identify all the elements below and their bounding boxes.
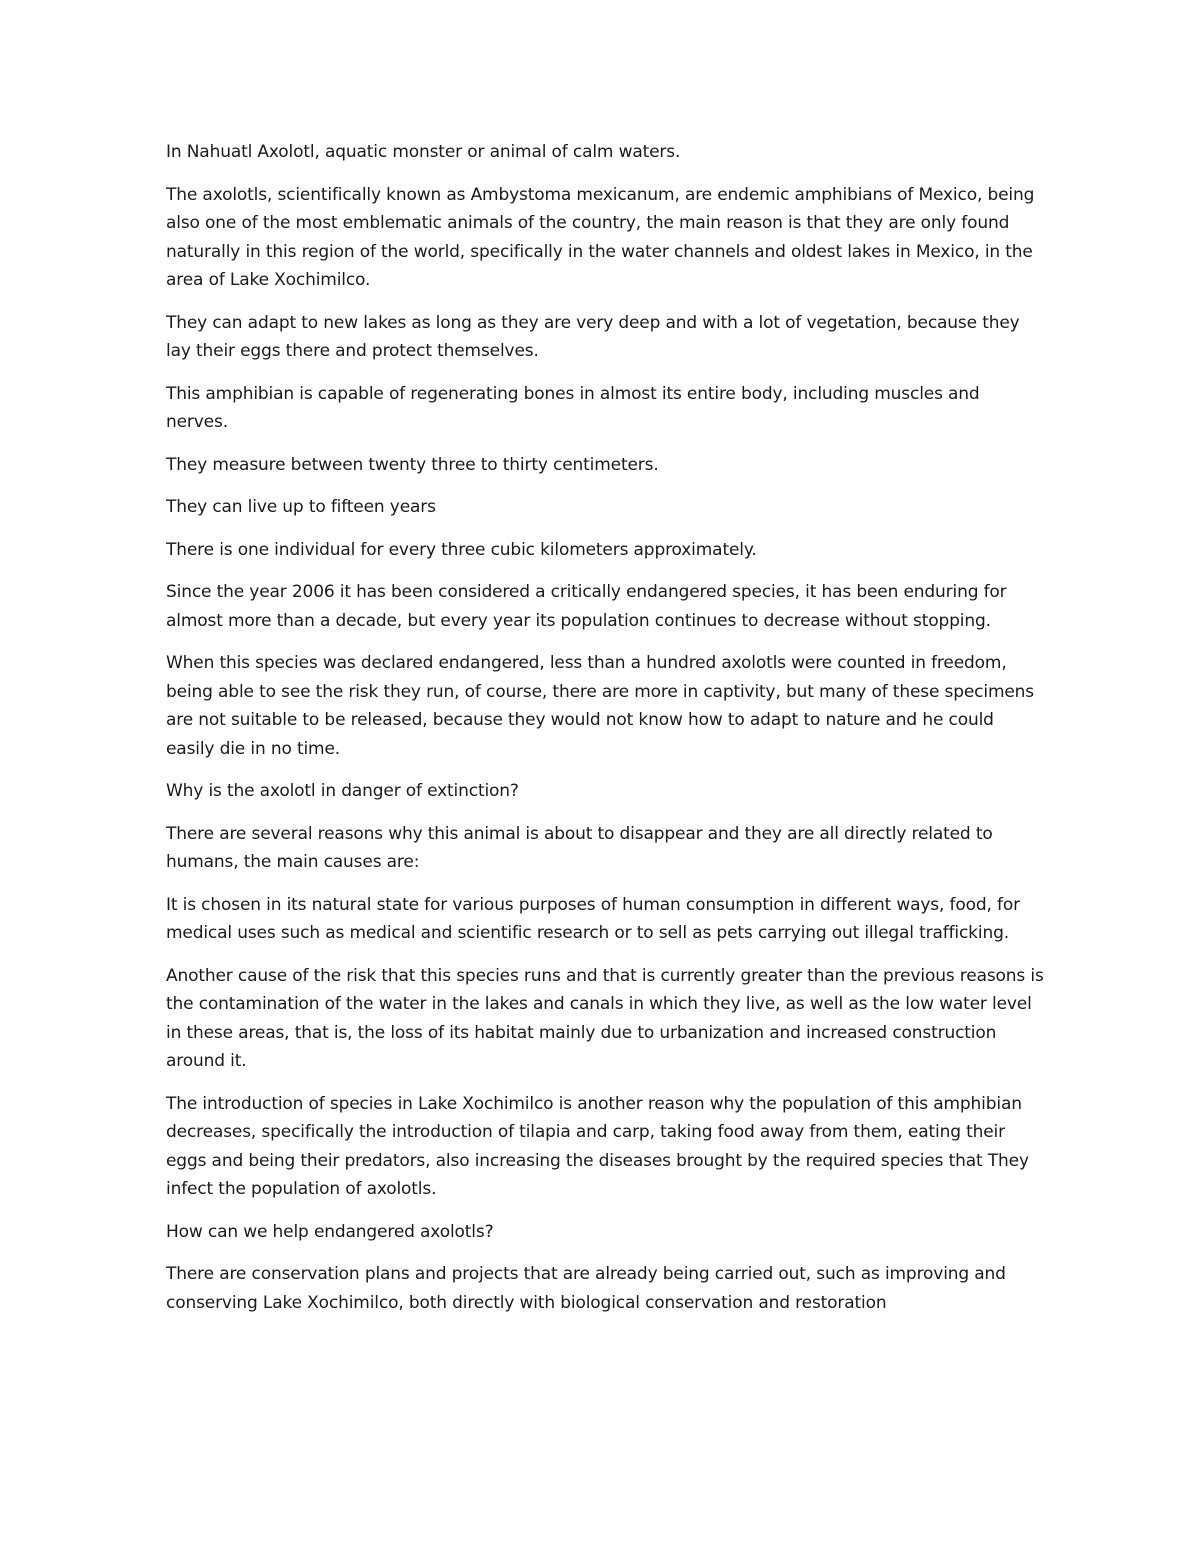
paragraph-description: The axolotls, scientifically known as Ambystoma mexicanum, are endemic amphibians of Mexico, being also one of the most emblematic animals of the country, the main reason is that they are only found naturally in this region of the world, specifically in the water channels and oldest lakes in Mexico, in the area of Lake Xochimilco. [166,184,1035,290]
paragraph-reasons-intro: There are several reasons why this animal is about to disappear and they are all directly related to humans, the main causes are: [166,823,993,872]
paragraph-intro: In Nahuatl Axolotl, aquatic monster or animal of calm waters. [166,142,681,162]
paragraph-conservation: There are conservation plans and projects that are already being carried out, such as improving and conserving Lake Xochimilco, both directly with biological conservation and restoration [166,1264,1006,1313]
paragraph-adaptation: They can adapt to new lakes as long as they are very deep and with a lot of vegetation, because they lay their eggs there and protect themselves. [166,312,1020,361]
paragraph-regeneration: This amphibian is capable of regenerating bones in almost its entire body, including muscles and nerves. [166,383,980,432]
paragraph-captivity: When this species was declared endangered, less than a hundred axolotls were counted in freedom, being able to see the risk they run, of course, there are more in captivity, but many of these specimens are not suitable to be released, because they would not know how to adapt to nature and he could easily die in no time. [166,653,1035,759]
heading-help-question: How can we help endangered axolotls? [166,1221,494,1242]
document-page [166,138,1046,1331]
paragraph-endangered-since: Since the year 2006 it has been considered a critically endangered species, it has been enduring for almost more than a decade, but every year its population continues to decrease without stopping. [166,582,1007,631]
paragraph-introduced-species: The introduction of species in Lake Xochimilco is another reason why the population of this amphibian decreases, specifically the introduction of tilapia and carp, taking food away from them, eating their eggs and being their predators, also increasing the diseases brought by the required species that They infect the population of axolotls. [166,1093,1029,1199]
heading-extinction-question: Why is the axolotl in danger of extinction? [166,781,519,801]
paragraph-lifespan: They can live up to fifteen years [166,497,436,517]
paragraph-contamination: Another cause of the risk that this species runs and that is currently greater than the previous reasons is the contamination of the water in the lakes and canals in which they live, as well as the low water level in these areas, that is, the loss of its habitat mainly due to urbanization and increased construction around it. [166,965,1044,1071]
paragraph-consumption: It is chosen in its natural state for various purposes of human consumption in different ways, food, for medical uses such as medical and scientific research or to sell as pets carrying out illegal trafficking. [166,894,1020,943]
paragraph-density: There is one individual for every three cubic kilometers approximately. [166,539,757,560]
paragraph-size: They measure between twenty three to thirty centimeters. [166,454,659,475]
